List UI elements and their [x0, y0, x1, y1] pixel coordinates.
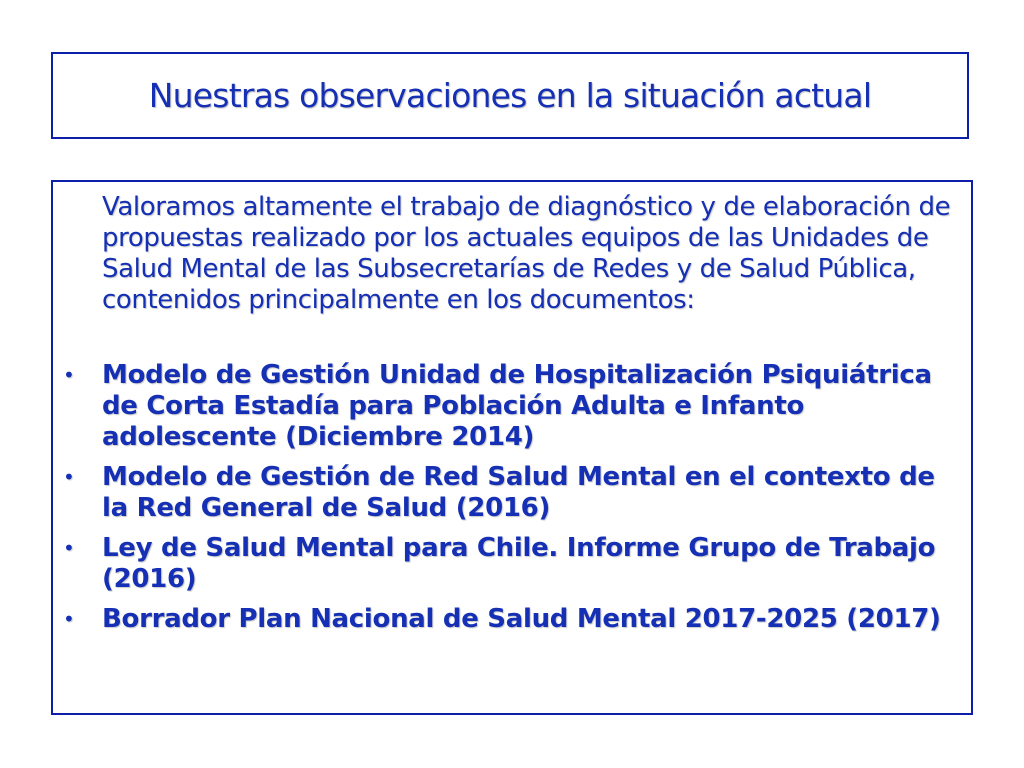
list-item-text: Ley de Salud Mental para Chile. Informe Grupo de Trabajo (2016) [102, 533, 936, 594]
list-item [53, 360, 971, 453]
bullet-icon: • [63, 536, 75, 560]
content-box [51, 180, 973, 715]
document-list [53, 360, 971, 644]
intro-paragraph: Valoramos altamente el trabajo de diagnóstico y de elaboración de propuestas realizado por los actuales equipos de las Unidades de Salud Mental de las Subsecretarías de Redes y de Salud Pública, contenidos principalmente en los documentos: [102, 192, 951, 315]
bullet-icon: • [63, 363, 75, 387]
bullet-icon: • [63, 465, 75, 489]
list-item-text: Modelo de Gestión Unidad de Hospitalización Psiquiátrica de Corta Estadía para Población Adulta e Infanto adolescente (Diciembre 2014) [102, 360, 932, 452]
list-item [53, 462, 971, 524]
list-item-text: Modelo de Gestión de Red Salud Mental en el contexto de la Red General de Salud (2016) [102, 462, 935, 523]
title-box [51, 52, 969, 139]
slide-title: Nuestras observaciones en la situación actual [148, 76, 872, 115]
list-item [53, 533, 971, 595]
bullet-icon: • [63, 607, 75, 631]
list-item-text: Borrador Plan Nacional de Salud Mental 2017-2025 (2017) [102, 604, 941, 634]
list-item [53, 604, 971, 635]
